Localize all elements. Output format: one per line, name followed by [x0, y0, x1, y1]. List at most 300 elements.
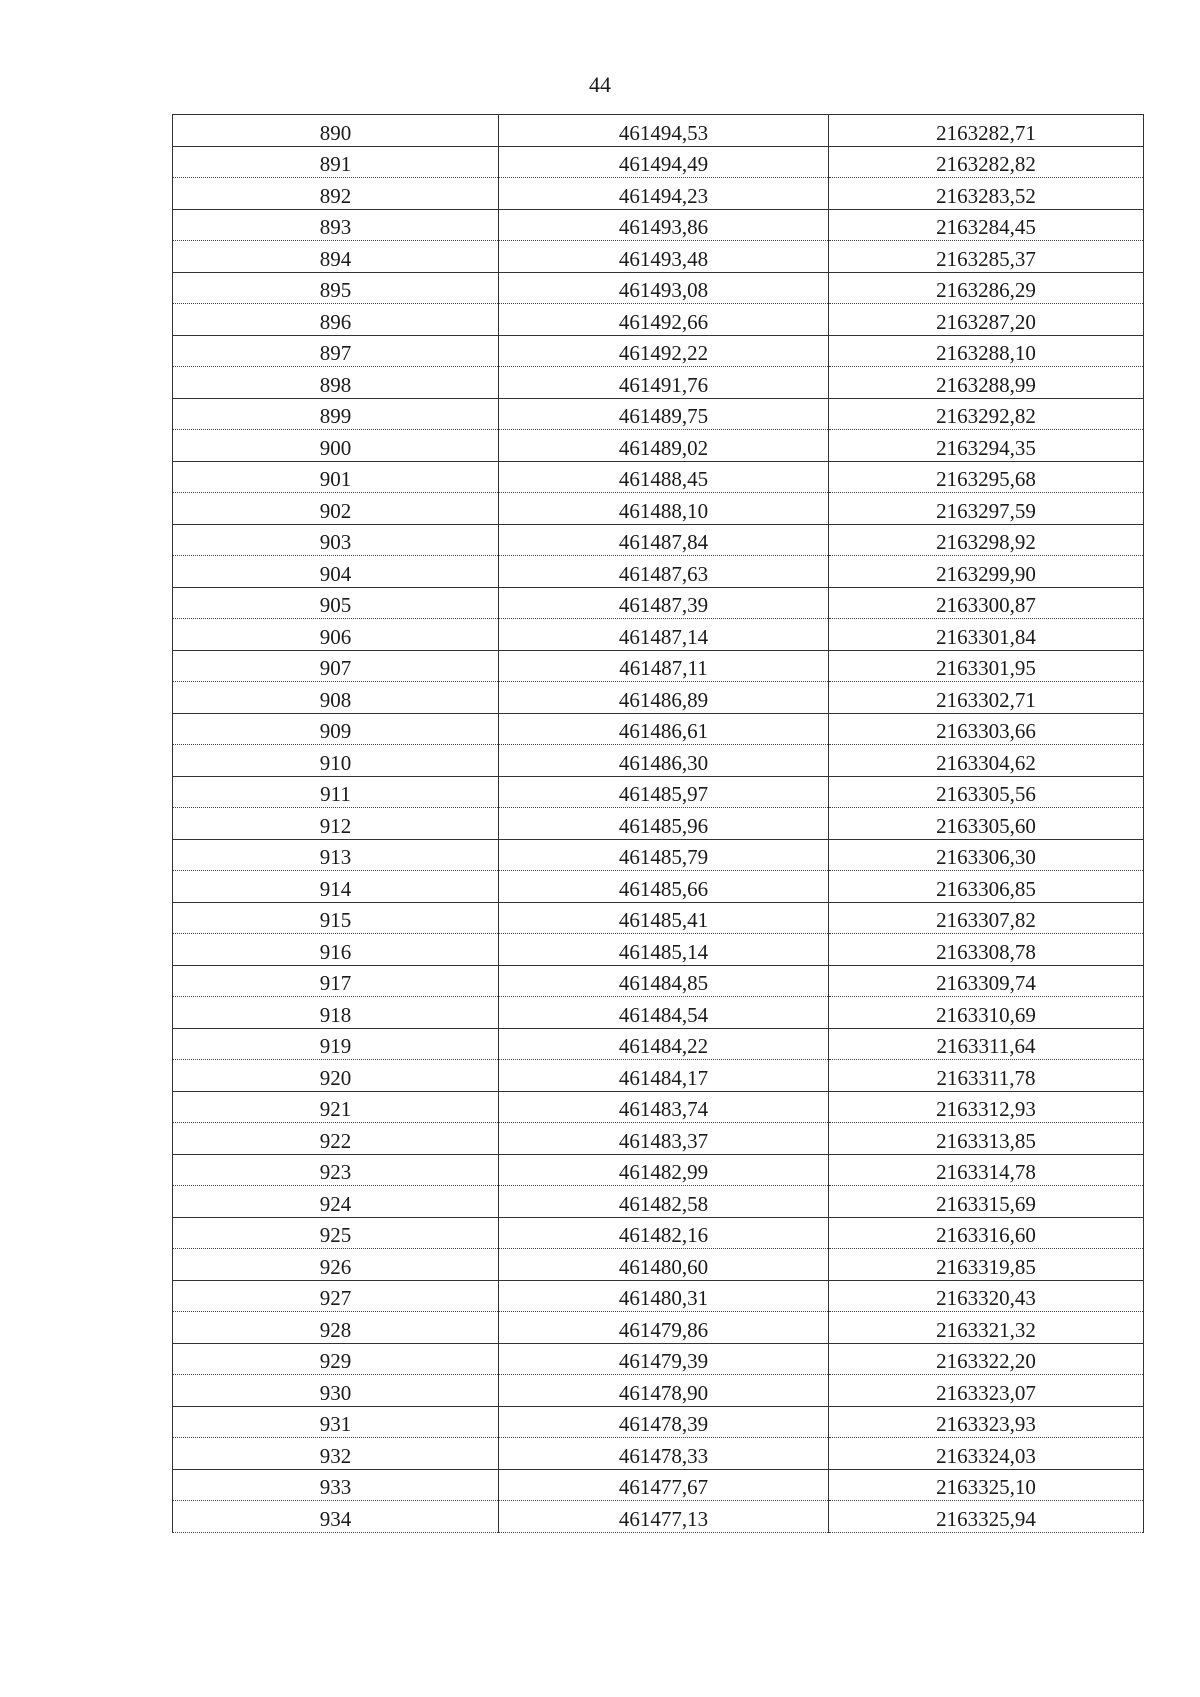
y-coordinate-cell — [829, 461, 1144, 493]
point-number-cell — [173, 997, 499, 1029]
cell-value: 461484,54 — [618, 1002, 709, 1027]
table-row — [173, 1186, 1144, 1218]
point-number-cell — [173, 934, 499, 966]
cell-value: 2163325,94 — [936, 1506, 1036, 1531]
point-number-cell — [173, 965, 499, 997]
y-coordinate-cell — [829, 367, 1144, 399]
x-coordinate-cell — [499, 115, 829, 147]
table-row — [173, 1438, 1144, 1470]
point-number-cell — [173, 304, 499, 336]
cell-value: 2163306,85 — [936, 876, 1036, 901]
point-number-cell — [173, 1343, 499, 1375]
cell-value: 461492,66 — [618, 309, 709, 334]
cell-value: 461489,75 — [618, 404, 709, 428]
x-coordinate-cell — [499, 272, 829, 304]
y-coordinate-cell — [829, 209, 1144, 241]
point-number-cell — [173, 1438, 499, 1470]
y-coordinate-cell — [829, 1154, 1144, 1186]
cell-value: 908 — [319, 687, 352, 712]
table-row — [173, 997, 1144, 1029]
table-row — [173, 839, 1144, 871]
cell-value: 899 — [319, 404, 352, 428]
x-coordinate-cell — [499, 997, 829, 1029]
cell-value: 2163284,45 — [936, 215, 1036, 239]
y-coordinate-cell — [829, 619, 1144, 651]
cell-value: 461489,02 — [618, 435, 709, 460]
cell-value: 2163282,82 — [936, 152, 1036, 176]
y-coordinate-cell — [829, 1438, 1144, 1470]
cell-value: 900 — [319, 435, 352, 460]
cell-value: 934 — [319, 1506, 352, 1531]
cell-value: 926 — [319, 1254, 352, 1279]
y-coordinate-cell — [829, 871, 1144, 903]
cell-value: 2163323,93 — [936, 1412, 1036, 1436]
cell-value: 2163308,78 — [936, 939, 1036, 964]
point-number-cell — [173, 1312, 499, 1344]
cell-value: 2163312,93 — [936, 1097, 1036, 1121]
cell-value: 2163297,59 — [936, 498, 1036, 523]
cell-value: 461487,84 — [618, 530, 709, 554]
point-number-cell — [173, 1123, 499, 1155]
y-coordinate-cell — [829, 115, 1144, 147]
x-coordinate-cell — [499, 178, 829, 210]
y-coordinate-cell — [829, 1375, 1144, 1407]
cell-value: 933 — [319, 1475, 352, 1499]
cell-value: 461485,66 — [618, 876, 709, 901]
cell-value: 930 — [319, 1380, 352, 1405]
x-coordinate-cell — [499, 1469, 829, 1501]
y-coordinate-cell — [829, 650, 1144, 682]
cell-value: 903 — [319, 530, 352, 554]
cell-value: 893 — [319, 215, 352, 239]
table-row — [173, 713, 1144, 745]
x-coordinate-cell — [499, 241, 829, 273]
cell-value: 919 — [319, 1034, 352, 1058]
cell-value: 915 — [319, 908, 352, 932]
y-coordinate-cell — [829, 1186, 1144, 1218]
y-coordinate-cell — [829, 934, 1144, 966]
table-row — [173, 398, 1144, 430]
cell-value: 2163295,68 — [936, 467, 1036, 491]
cell-value: 461492,22 — [618, 341, 709, 365]
table-row — [173, 1154, 1144, 1186]
cell-value: 461486,61 — [618, 719, 709, 743]
point-number-cell — [173, 808, 499, 840]
cell-value: 925 — [319, 1223, 352, 1247]
cell-value: 890 — [319, 120, 352, 145]
point-number-cell — [173, 398, 499, 430]
x-coordinate-cell — [499, 461, 829, 493]
cell-value: 2163298,92 — [936, 530, 1036, 554]
cell-value: 898 — [319, 372, 352, 397]
cell-value: 461486,30 — [618, 750, 709, 775]
cell-value: 2163325,10 — [936, 1475, 1036, 1499]
table-row — [173, 1091, 1144, 1123]
point-number-cell — [173, 146, 499, 178]
y-coordinate-cell — [829, 1123, 1144, 1155]
cell-value: 2163307,82 — [936, 908, 1036, 932]
cell-value: 461487,63 — [618, 561, 709, 586]
cell-value: 2163299,90 — [936, 561, 1036, 586]
point-number-cell — [173, 619, 499, 651]
cell-value: 928 — [319, 1317, 352, 1342]
cell-value: 2163300,87 — [936, 593, 1036, 617]
cell-value: 2163321,32 — [936, 1317, 1036, 1342]
y-coordinate-cell — [829, 1060, 1144, 1092]
table-row — [173, 1249, 1144, 1281]
table-row — [173, 682, 1144, 714]
y-coordinate-cell — [829, 965, 1144, 997]
point-number-cell — [173, 556, 499, 588]
cell-value: 2163305,60 — [936, 813, 1036, 838]
cell-value: 927 — [319, 1286, 352, 1310]
table-row — [173, 115, 1144, 147]
point-number-cell — [173, 115, 499, 147]
cell-value: 461493,86 — [618, 215, 709, 239]
y-coordinate-cell — [829, 430, 1144, 462]
point-number-cell — [173, 650, 499, 682]
point-number-cell — [173, 902, 499, 934]
cell-value: 2163324,03 — [936, 1443, 1036, 1468]
cell-value: 461485,14 — [618, 939, 709, 964]
cell-value: 905 — [319, 593, 352, 617]
x-coordinate-cell — [499, 1154, 829, 1186]
cell-value: 461478,33 — [618, 1443, 709, 1468]
point-number-cell — [173, 1249, 499, 1281]
table-row — [173, 587, 1144, 619]
x-coordinate-cell — [499, 1501, 829, 1533]
y-coordinate-cell — [829, 776, 1144, 808]
table-row — [173, 1469, 1144, 1501]
point-number-cell — [173, 461, 499, 493]
y-coordinate-cell — [829, 304, 1144, 336]
point-number-cell — [173, 1375, 499, 1407]
cell-value: 2163322,20 — [936, 1349, 1036, 1373]
x-coordinate-cell — [499, 713, 829, 745]
cell-value: 932 — [319, 1443, 352, 1468]
cell-value: 2163314,78 — [936, 1160, 1036, 1184]
x-coordinate-cell — [499, 650, 829, 682]
cell-value: 461485,41 — [618, 908, 709, 932]
x-coordinate-cell — [499, 776, 829, 808]
cell-value: 917 — [319, 971, 352, 995]
cell-value: 461485,79 — [618, 845, 709, 869]
cell-value: 461487,11 — [619, 656, 708, 680]
y-coordinate-cell — [829, 146, 1144, 178]
cell-value: 916 — [319, 939, 352, 964]
page-number: 44 — [589, 72, 611, 97]
cell-value: 461484,22 — [618, 1034, 709, 1058]
cell-value: 911 — [320, 782, 351, 806]
x-coordinate-cell — [499, 493, 829, 525]
cell-value: 2163283,52 — [936, 183, 1036, 208]
cell-value: 920 — [319, 1065, 352, 1090]
cell-value: 909 — [319, 719, 352, 743]
table-row — [173, 1501, 1144, 1533]
cell-value: 914 — [319, 876, 352, 901]
cell-value: 461493,08 — [618, 278, 709, 302]
table-row — [173, 1028, 1144, 1060]
cell-value: 896 — [319, 309, 352, 334]
table-row — [173, 1123, 1144, 1155]
point-number-cell — [173, 682, 499, 714]
x-coordinate-cell — [499, 934, 829, 966]
y-coordinate-cell — [829, 902, 1144, 934]
y-coordinate-cell — [829, 335, 1144, 367]
cell-value: 461482,58 — [618, 1191, 709, 1216]
table-row — [173, 209, 1144, 241]
cell-value: 2163304,62 — [936, 750, 1036, 775]
coordinates-table — [172, 114, 1144, 1533]
table-row — [173, 619, 1144, 651]
cell-value: 461478,39 — [618, 1412, 709, 1436]
cell-value: 461477,67 — [618, 1475, 709, 1499]
y-coordinate-cell — [829, 997, 1144, 1029]
cell-value: 2163288,10 — [936, 341, 1036, 365]
cell-value: 921 — [319, 1097, 352, 1121]
cell-value: 461493,48 — [618, 246, 709, 271]
x-coordinate-cell — [499, 1280, 829, 1312]
cell-value: 461479,39 — [618, 1349, 709, 1373]
cell-value: 918 — [319, 1002, 352, 1027]
cell-value: 2163311,64 — [936, 1034, 1036, 1058]
x-coordinate-cell — [499, 1406, 829, 1438]
point-number-cell — [173, 1501, 499, 1533]
table-row — [173, 430, 1144, 462]
point-number-cell — [173, 871, 499, 903]
cell-value: 910 — [319, 750, 352, 775]
cell-value: 907 — [319, 656, 352, 680]
table-row — [173, 1343, 1144, 1375]
table-row — [173, 1280, 1144, 1312]
x-coordinate-cell — [499, 1249, 829, 1281]
cell-value: 461478,90 — [618, 1380, 709, 1405]
cell-value: 2163315,69 — [936, 1191, 1036, 1216]
cell-value: 461477,13 — [618, 1506, 709, 1531]
x-coordinate-cell — [499, 335, 829, 367]
cell-value: 2163319,85 — [936, 1254, 1036, 1279]
cell-value: 461485,97 — [618, 782, 709, 806]
cell-value: 2163316,60 — [936, 1223, 1036, 1247]
table-row — [173, 1406, 1144, 1438]
x-coordinate-cell — [499, 682, 829, 714]
y-coordinate-cell — [829, 1249, 1144, 1281]
x-coordinate-cell — [499, 430, 829, 462]
x-coordinate-cell — [499, 209, 829, 241]
cell-value: 923 — [319, 1160, 352, 1184]
point-number-cell — [173, 367, 499, 399]
x-coordinate-cell — [499, 556, 829, 588]
x-coordinate-cell — [499, 524, 829, 556]
cell-value: 892 — [319, 183, 352, 208]
cell-value: 461485,96 — [618, 813, 709, 838]
y-coordinate-cell — [829, 682, 1144, 714]
table-row — [173, 524, 1144, 556]
table-row — [173, 1217, 1144, 1249]
point-number-cell — [173, 1060, 499, 1092]
x-coordinate-cell — [499, 1091, 829, 1123]
point-number-cell — [173, 1280, 499, 1312]
cell-value: 913 — [319, 845, 352, 869]
point-number-cell — [173, 1091, 499, 1123]
table-row — [173, 1060, 1144, 1092]
coordinates-table-body — [173, 115, 1144, 1533]
cell-value: 901 — [319, 467, 352, 491]
point-number-cell — [173, 1406, 499, 1438]
cell-value: 2163285,37 — [936, 246, 1036, 271]
cell-value: 931 — [319, 1412, 352, 1436]
y-coordinate-cell — [829, 839, 1144, 871]
point-number-cell — [173, 587, 499, 619]
y-coordinate-cell — [829, 745, 1144, 777]
cell-value: 461487,14 — [618, 624, 709, 649]
y-coordinate-cell — [829, 398, 1144, 430]
point-number-cell — [173, 335, 499, 367]
table-row — [173, 1375, 1144, 1407]
cell-value: 902 — [319, 498, 352, 523]
x-coordinate-cell — [499, 1217, 829, 1249]
y-coordinate-cell — [829, 556, 1144, 588]
y-coordinate-cell — [829, 1501, 1144, 1533]
x-coordinate-cell — [499, 965, 829, 997]
table-row — [173, 241, 1144, 273]
cell-value: 2163287,20 — [936, 309, 1036, 334]
x-coordinate-cell — [499, 745, 829, 777]
table-row — [173, 776, 1144, 808]
cell-value: 461486,89 — [618, 687, 709, 712]
x-coordinate-cell — [499, 1375, 829, 1407]
table-row — [173, 367, 1144, 399]
table-row — [173, 1312, 1144, 1344]
cell-value: 929 — [319, 1349, 352, 1373]
table-row — [173, 335, 1144, 367]
cell-value: 922 — [319, 1128, 352, 1153]
cell-value: 2163303,66 — [936, 719, 1036, 743]
y-coordinate-cell — [829, 1280, 1144, 1312]
cell-value: 461488,45 — [618, 467, 709, 491]
x-coordinate-cell — [499, 1438, 829, 1470]
cell-value: 461494,49 — [618, 152, 709, 176]
x-coordinate-cell — [499, 1343, 829, 1375]
point-number-cell — [173, 209, 499, 241]
table-row — [173, 493, 1144, 525]
y-coordinate-cell — [829, 1028, 1144, 1060]
point-number-cell — [173, 524, 499, 556]
x-coordinate-cell — [499, 1028, 829, 1060]
point-number-cell — [173, 493, 499, 525]
x-coordinate-cell — [499, 1186, 829, 1218]
cell-value: 461494,53 — [618, 120, 709, 145]
y-coordinate-cell — [829, 272, 1144, 304]
cell-value: 2163323,07 — [936, 1380, 1036, 1405]
x-coordinate-cell — [499, 839, 829, 871]
x-coordinate-cell — [499, 398, 829, 430]
y-coordinate-cell — [829, 1217, 1144, 1249]
y-coordinate-cell — [829, 1091, 1144, 1123]
cell-value: 461482,99 — [618, 1160, 709, 1184]
y-coordinate-cell — [829, 524, 1144, 556]
point-number-cell — [173, 272, 499, 304]
cell-value: 461484,85 — [618, 971, 709, 995]
y-coordinate-cell — [829, 493, 1144, 525]
point-number-cell — [173, 1154, 499, 1186]
table-row — [173, 902, 1144, 934]
y-coordinate-cell — [829, 178, 1144, 210]
cell-value: 897 — [319, 341, 352, 365]
cell-value: 2163301,84 — [936, 624, 1036, 649]
cell-value: 895 — [319, 278, 352, 302]
cell-value: 2163288,99 — [936, 372, 1036, 397]
cell-value: 2163311,78 — [936, 1065, 1036, 1090]
table-row — [173, 146, 1144, 178]
table-row — [173, 808, 1144, 840]
cell-value: 894 — [319, 246, 352, 271]
cell-value: 461483,74 — [618, 1097, 709, 1121]
table-row — [173, 461, 1144, 493]
y-coordinate-cell — [829, 1469, 1144, 1501]
cell-value: 461482,16 — [618, 1223, 709, 1247]
x-coordinate-cell — [499, 304, 829, 336]
point-number-cell — [173, 430, 499, 462]
cell-value: 461483,37 — [618, 1128, 709, 1153]
table-row — [173, 178, 1144, 210]
point-number-cell — [173, 713, 499, 745]
point-number-cell — [173, 241, 499, 273]
point-number-cell — [173, 178, 499, 210]
x-coordinate-cell — [499, 808, 829, 840]
cell-value: 461487,39 — [618, 593, 709, 617]
point-number-cell — [173, 776, 499, 808]
table-row — [173, 650, 1144, 682]
point-number-cell — [173, 1469, 499, 1501]
y-coordinate-cell — [829, 808, 1144, 840]
point-number-cell — [173, 1186, 499, 1218]
table-row — [173, 934, 1144, 966]
point-number-cell — [173, 745, 499, 777]
y-coordinate-cell — [829, 1312, 1144, 1344]
x-coordinate-cell — [499, 367, 829, 399]
cell-value: 2163309,74 — [936, 971, 1036, 995]
x-coordinate-cell — [499, 871, 829, 903]
cell-value: 2163313,85 — [936, 1128, 1036, 1153]
y-coordinate-cell — [829, 587, 1144, 619]
cell-value: 2163286,29 — [936, 278, 1036, 302]
table-row — [173, 871, 1144, 903]
x-coordinate-cell — [499, 146, 829, 178]
cell-value: 461494,23 — [618, 183, 709, 208]
cell-value: 461480,60 — [618, 1254, 709, 1279]
cell-value: 904 — [319, 561, 352, 586]
cell-value: 2163305,56 — [936, 782, 1036, 806]
cell-value: 461491,76 — [618, 372, 709, 397]
cell-value: 906 — [319, 624, 352, 649]
y-coordinate-cell — [829, 1343, 1144, 1375]
cell-value: 2163306,30 — [936, 845, 1036, 869]
x-coordinate-cell — [499, 1123, 829, 1155]
cell-value: 891 — [319, 152, 352, 176]
cell-value: 461480,31 — [618, 1286, 709, 1310]
cell-value: 924 — [319, 1191, 352, 1216]
cell-value: 2163310,69 — [936, 1002, 1036, 1027]
point-number-cell — [173, 839, 499, 871]
table-row — [173, 304, 1144, 336]
x-coordinate-cell — [499, 902, 829, 934]
cell-value: 2163301,95 — [936, 656, 1036, 680]
table-row — [173, 272, 1144, 304]
table-row — [173, 745, 1144, 777]
y-coordinate-cell — [829, 1406, 1144, 1438]
cell-value: 2163294,35 — [936, 435, 1036, 460]
